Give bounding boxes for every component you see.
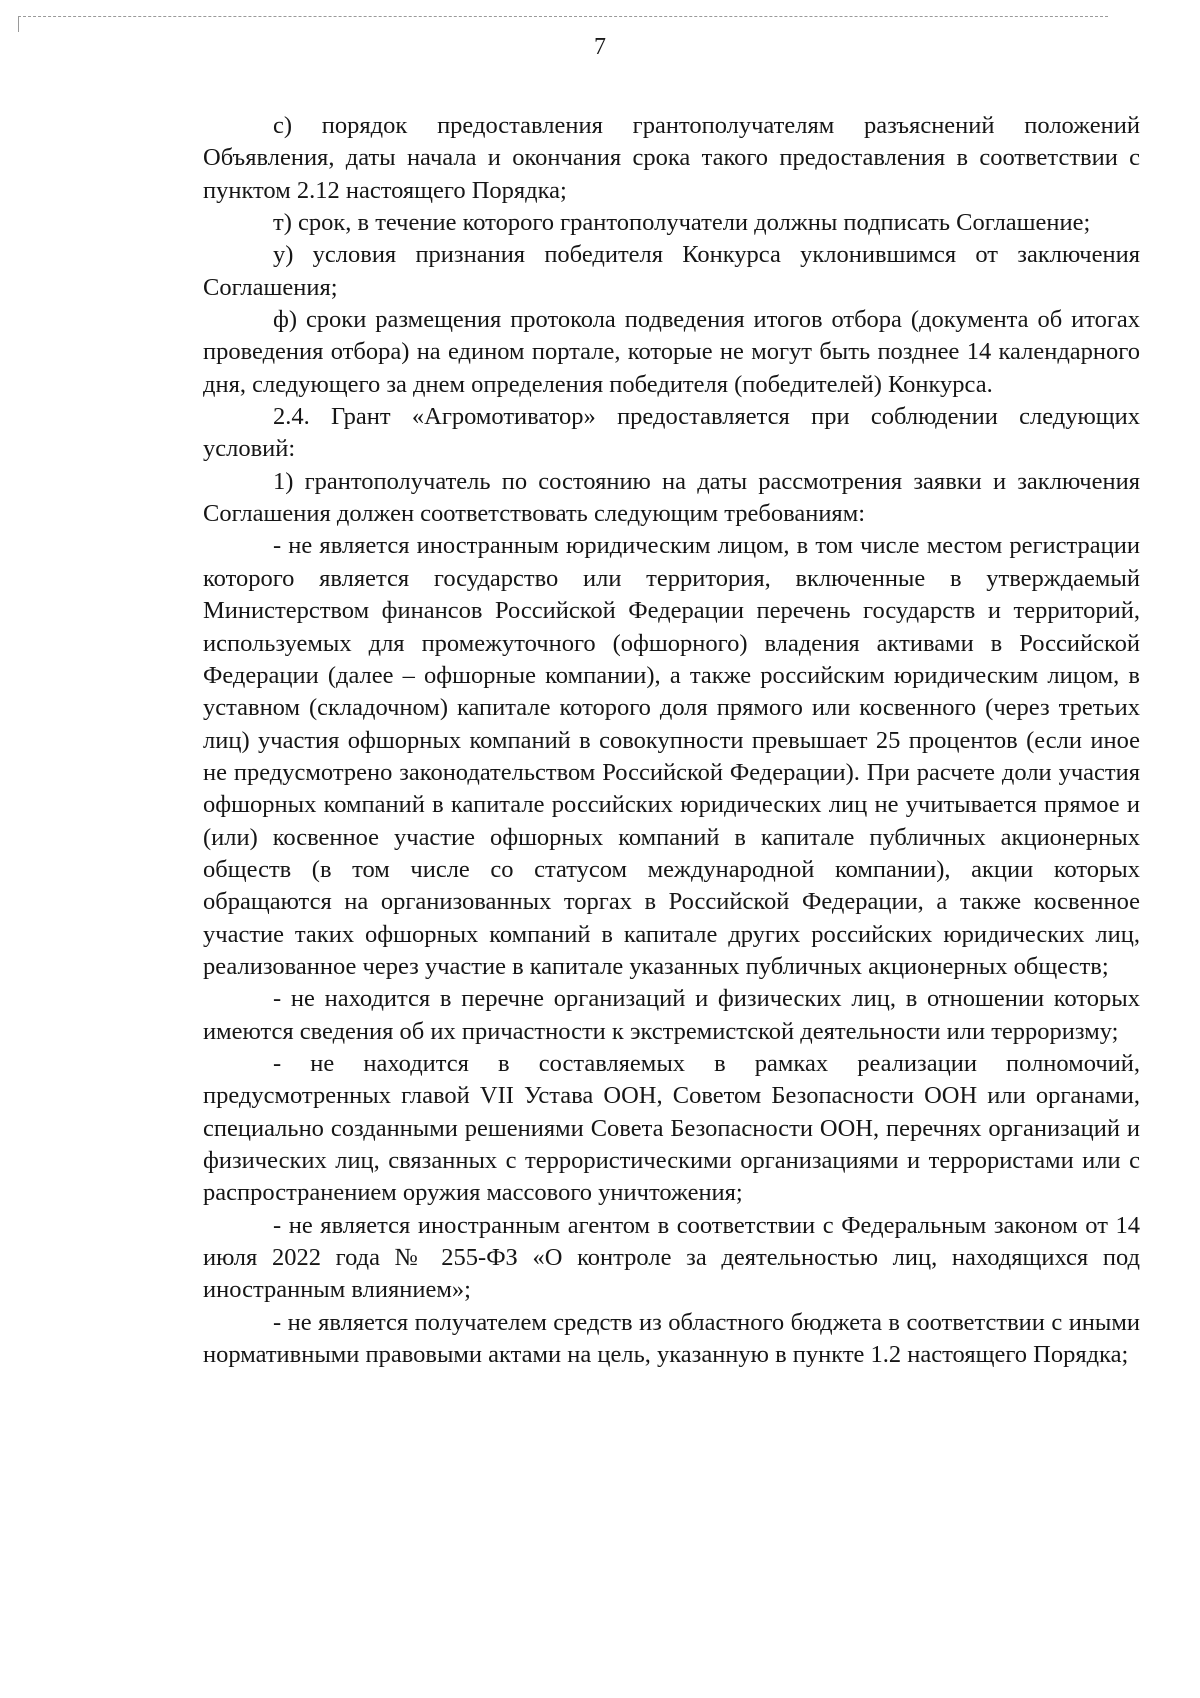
page-number: 7 <box>594 34 606 60</box>
paragraph: - не находится в перечне организаций и физических лиц, в отношении которых имеются сведения об их причастности к экстремистской деятельности или терроризму; <box>203 985 1140 1045</box>
paragraph: - не находится в составляемых в рамках реализации полномочий, предусмотренных главой VII Устава ООН, Советом Безопасности ООН или органами, специально созданными решениями Совета Безопасности ООН, перечнях организаций и физических лиц, связанных с террористическими организациями и террористами или с распространением оружия массового уничтожения; <box>203 1049 1140 1207</box>
scan-edge-line <box>18 16 1108 17</box>
paragraph: 1) грантополучатель по состоянию на даты рассмотрения заявки и заключения Соглашения должен соответствовать следующим требованиям: <box>203 467 1140 528</box>
paragraph: у) условия признания победителя Конкурса уклонившимся от заключения Соглашения; <box>203 241 1140 301</box>
paragraph: с) порядок предоставления грантополучателям разъяснений положений Объявления, даты начала и окончания срока такого предоставления в соответствии с пунктом 2.12 настоящего Порядка; <box>203 112 1140 204</box>
paragraph: т) срок, в течение которого грантополучатели должны подписать Соглашение; <box>273 209 1091 237</box>
paragraph: - не является получателем средств из областного бюджета в соответствии с иными нормативными правовыми актами на цель, указанную в пункте 1.2 настоящего Порядка; <box>203 1308 1140 1369</box>
scan-corner-mark <box>18 16 19 32</box>
paragraph: - не является иностранным агентом в соответствии с Федеральным законом от 14 июля 2022 года № 255-ФЗ «О контроле за деятельностью лиц, находящихся под иностранным влиянием»; <box>203 1211 1140 1304</box>
paragraph: - не является иностранным юридическим лицом, в том числе местом регистрации которого является государство или территория, включенные в утверждаемый Министерством финансов Российской Федерации перечень государств и территорий, используемых для промежуточного (офшорного) владения активами в Российской Федерации (далее – офшорные компании), а также российским юридическим лицом, в уставном (складочном) капитале которого доля прямого или косвенного (через третьих лиц) участия офшорных компаний в совокупности превышает 25 процентов (если иное не предусмотрено законодательством Российской Федерации). При расчете доли участия офшорных компаний в капитале российских юридических лиц не учитывается прямое и (или) косвенное участие офшорных компаний в капитале публичных акционерных обществ (в том числе со статусом международной компании), акции которых обращаются на организованных торгах в Российской Федерации, а также косвенное участие таких офшорных компаний в капитале других российских юридических лиц, реализованное через участие в капитале указанных публичных акционерных обществ; <box>203 532 1140 980</box>
paragraph: 2.4. Грант «Агромотиватор» предоставляется при соблюдении следующих условий: <box>203 403 1140 463</box>
document-body <box>203 110 1140 1371</box>
paragraph: ф) сроки размещения протокола подведения итогов отбора (документа об итогах проведения отбора) на едином портале, которые не могут быть позднее 14 календарного дня, следующего за днем определения победителя (победителей) Конкурса. <box>203 306 1140 398</box>
